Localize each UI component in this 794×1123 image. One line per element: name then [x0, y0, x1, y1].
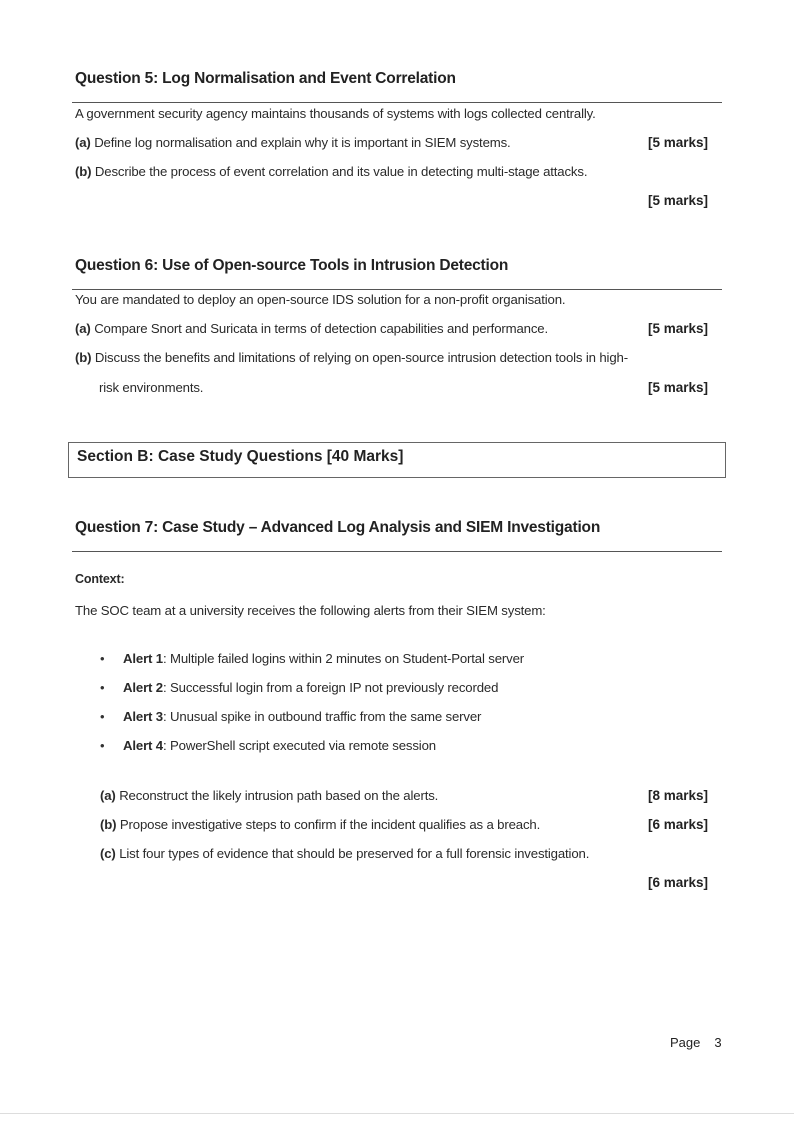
- question-7-part-b: [100, 817, 540, 832]
- question-5-part-a: [75, 135, 511, 150]
- part-text: List four types of evidence that should be preserved for a full forensic investigation.: [119, 846, 590, 861]
- context-label: Context:: [75, 572, 125, 586]
- bullet-icon: •: [100, 709, 105, 724]
- question-6-title: Question 6: Use of Open-source Tools in Intrusion Detection: [75, 257, 509, 274]
- divider: [72, 551, 722, 552]
- marks-badge: [6 marks]: [648, 875, 709, 890]
- part-label: (b): [75, 164, 92, 179]
- marks-badge: [5 marks]: [648, 135, 709, 150]
- part-text: Describe the process of event correlation and its value in detecting multi-stage attacks.: [94, 164, 588, 179]
- part-label: (a): [75, 135, 91, 150]
- context-text: The SOC team at a university receives the following alerts from their SIEM system:: [75, 603, 546, 618]
- page-footer: [670, 1035, 736, 1050]
- bullet-icon: •: [100, 738, 105, 753]
- alert-label: Alert 3: [123, 709, 163, 724]
- page-label: Page: [670, 1035, 701, 1050]
- alert-text: : PowerShell script executed via remote session: [163, 738, 436, 753]
- bullet-icon: •: [100, 680, 105, 695]
- question-6-part-a: [75, 321, 548, 336]
- page-number: 3: [714, 1035, 722, 1050]
- marks-badge: [6 marks]: [648, 817, 709, 832]
- part-label: (a): [75, 321, 91, 336]
- part-text: Reconstruct the likely intrusion path based on the alerts.: [119, 788, 439, 803]
- divider: [72, 289, 722, 290]
- question-6-intro: You are mandated to deploy an open-source IDS solution for a non-profit organisation.: [75, 292, 566, 307]
- question-7-part-a: [100, 788, 438, 803]
- alert-item: [123, 651, 524, 666]
- alert-text: : Multiple failed logins within 2 minutes on Student-Portal server: [163, 651, 524, 666]
- question-6-part-b: [75, 350, 628, 365]
- alert-item: [123, 680, 498, 695]
- alert-label: Alert 1: [123, 651, 163, 666]
- section-b-title: Section B: Case Study Questions [40 Marks]: [77, 448, 404, 465]
- bullet-icon: •: [100, 651, 105, 666]
- marks-badge: [5 marks]: [648, 321, 709, 336]
- page-edge: [0, 1113, 794, 1114]
- marks-badge: [5 marks]: [648, 193, 709, 208]
- part-text: Propose investigative steps to confirm if the incident qualifies as a breach.: [119, 817, 541, 832]
- question-5-part-b: [75, 164, 587, 179]
- divider: [72, 102, 722, 103]
- question-6-part-b-continuation: risk environments.: [99, 380, 204, 395]
- alert-label: Alert 4: [123, 738, 163, 753]
- alert-item: [123, 738, 436, 753]
- marks-badge: [5 marks]: [648, 380, 709, 395]
- part-label: (c): [100, 846, 116, 861]
- part-text: Discuss the benefits and limitations of relying on open-source intrusion detection tools in high-: [94, 350, 628, 365]
- alert-label: Alert 2: [123, 680, 163, 695]
- part-text: Compare Snort and Suricata in terms of detection capabilities and performance.: [94, 321, 548, 336]
- alert-text: : Successful login from a foreign IP not previously recorded: [163, 680, 499, 695]
- question-5-title: Question 5: Log Normalisation and Event Correlation: [75, 70, 456, 87]
- marks-badge: [8 marks]: [648, 788, 709, 803]
- alert-text: : Unusual spike in outbound traffic from the same server: [163, 709, 482, 724]
- question-7-part-c: [100, 846, 589, 861]
- section-b-banner: [68, 442, 726, 478]
- part-label: (a): [100, 788, 116, 803]
- question-7-title: Question 7: Case Study – Advanced Log Analysis and SIEM Investigation: [75, 519, 601, 536]
- part-label: (b): [75, 350, 92, 365]
- question-5-intro: A government security agency maintains thousands of systems with logs collected centrally.: [75, 106, 596, 121]
- part-text: Define log normalisation and explain why it is important in SIEM systems.: [94, 135, 511, 150]
- part-label: (b): [100, 817, 117, 832]
- alert-item: [123, 709, 481, 724]
